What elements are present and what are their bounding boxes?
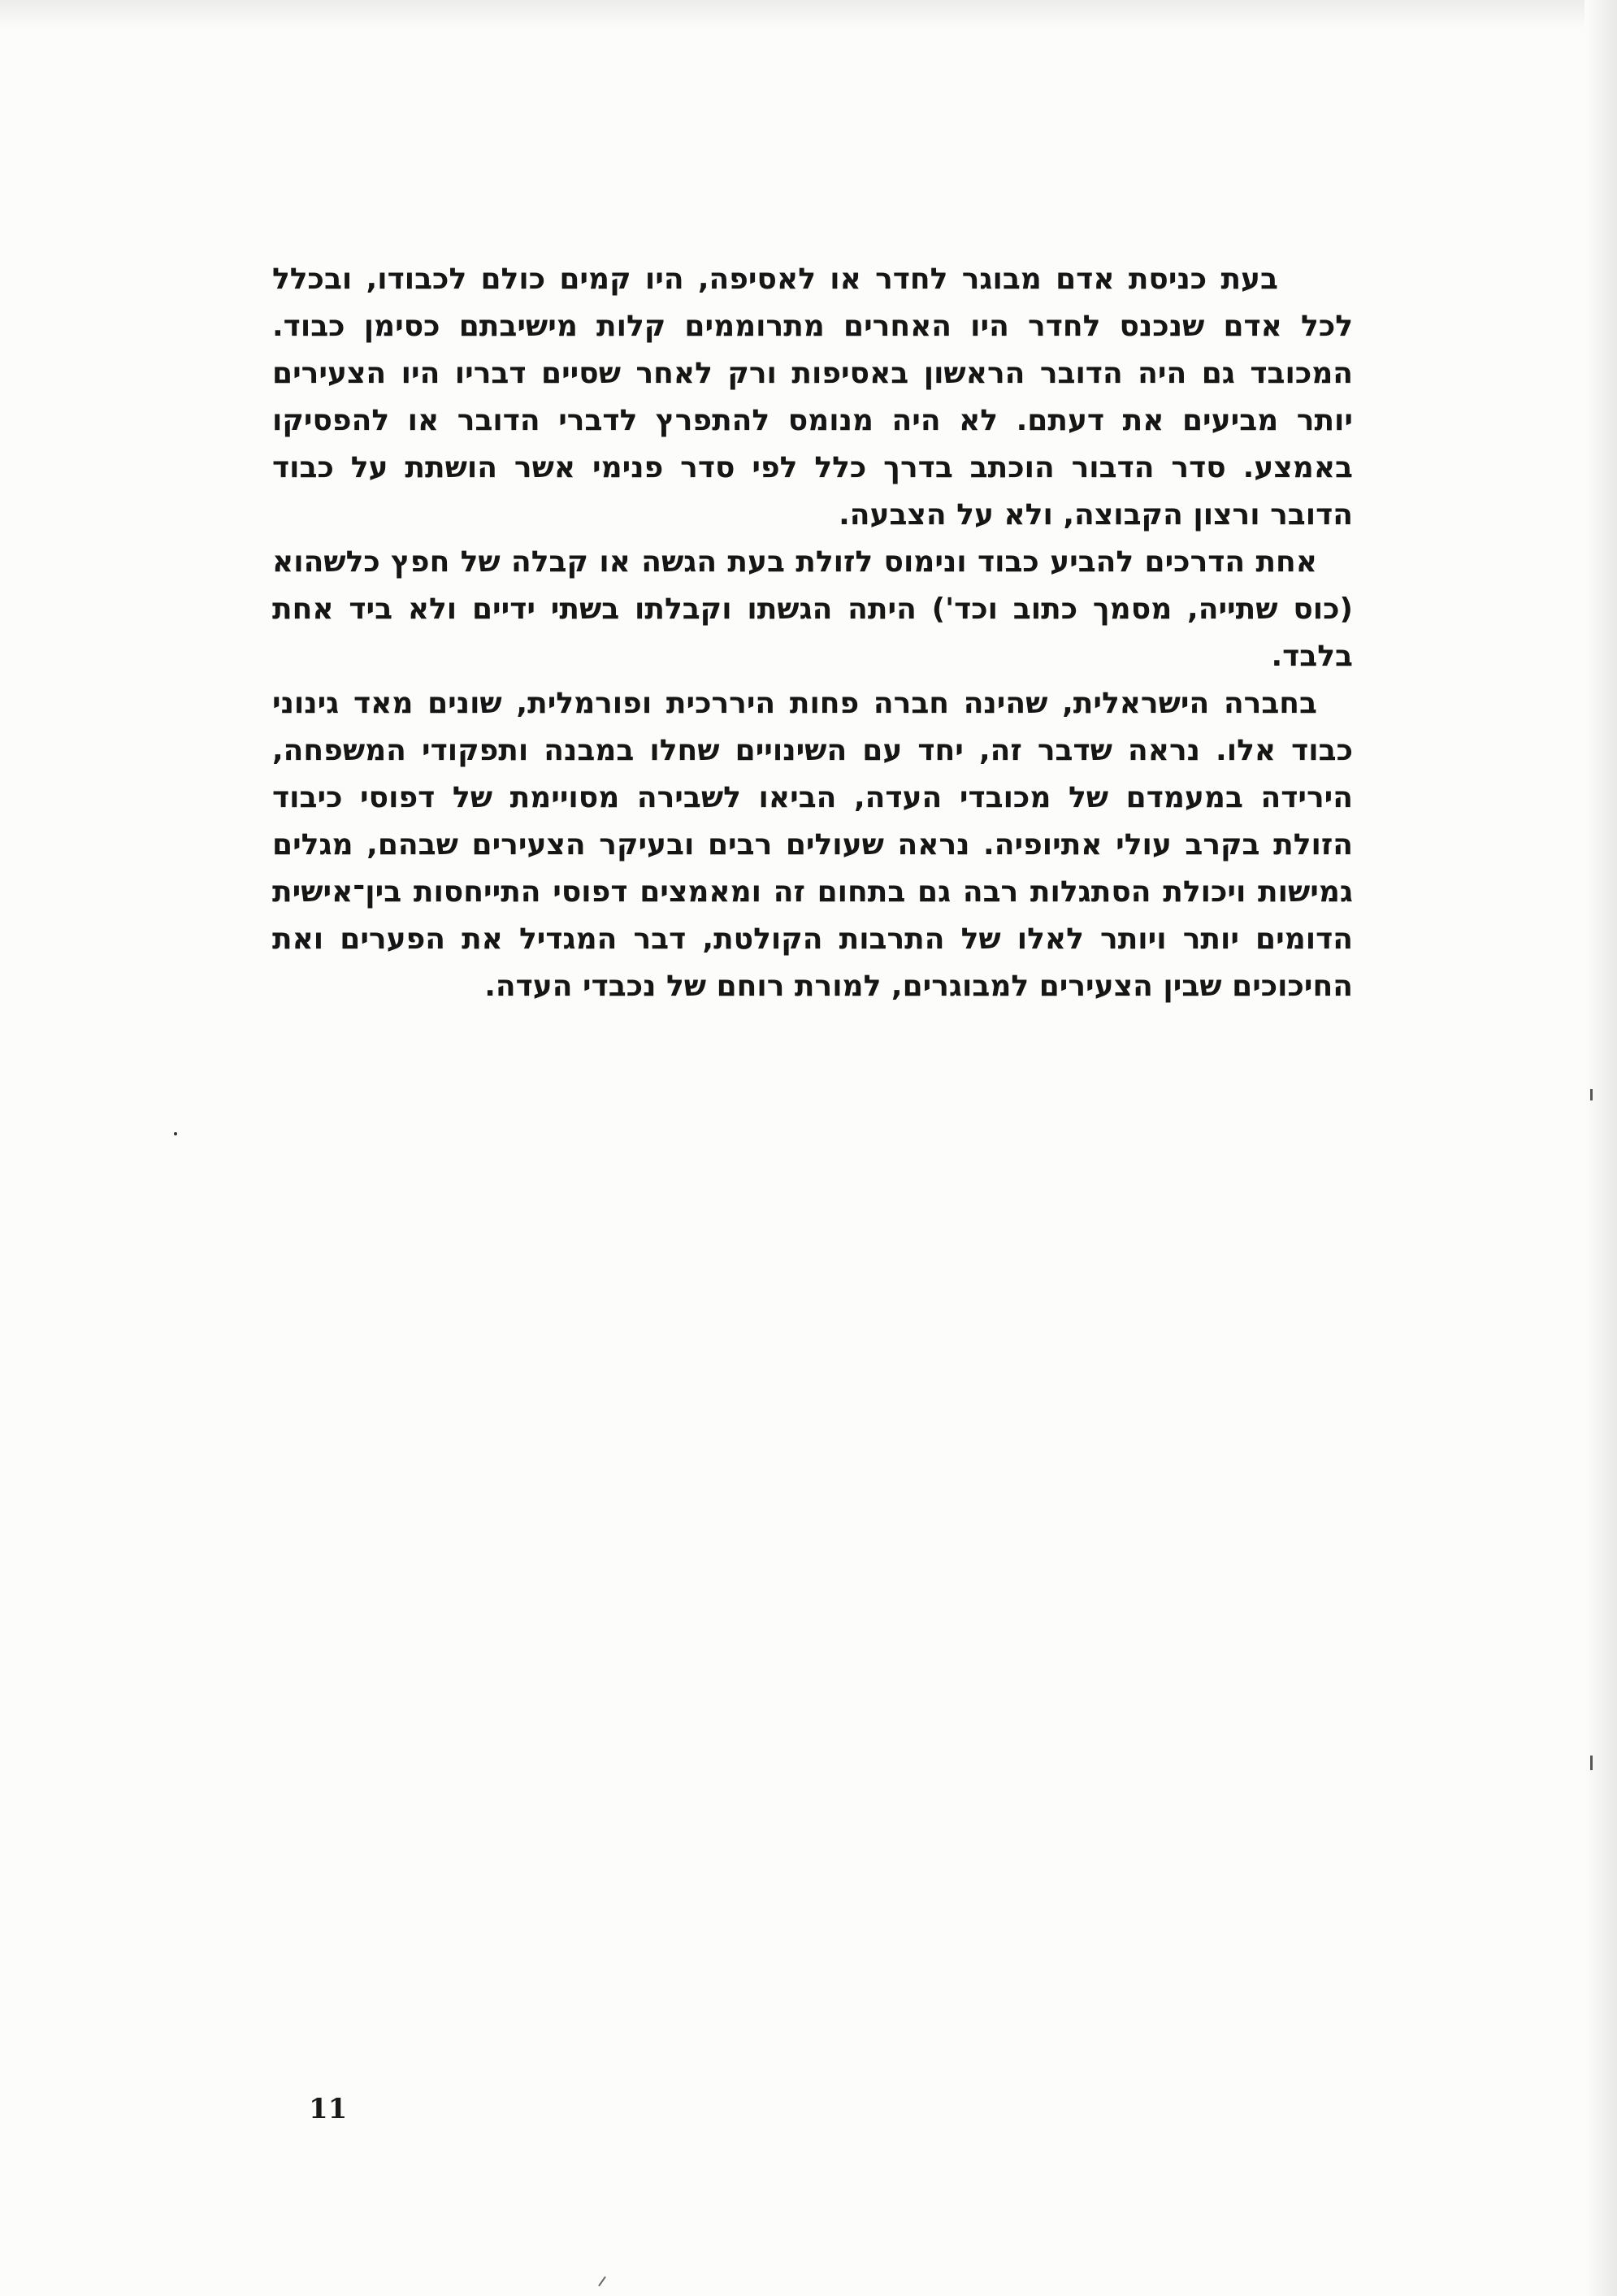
scan-right-shadow xyxy=(1584,0,1617,2296)
scan-top-shadow xyxy=(0,0,1617,29)
scan-speck xyxy=(174,1132,177,1135)
scan-edge-mark xyxy=(1590,1756,1593,1770)
page-number: 11 xyxy=(309,2093,348,2125)
body-text xyxy=(272,256,1353,1010)
paragraph-two-hands: אחת הדרכים להביע כבוד ונימוס לזולת בעת הגשה או קבלה של חפץ כלשהוא (כוס שתייה, מסמך כתוב וכד') היתה הגשתו וקבלתו בשתי ידיים ולא ביד אחת בלבד. xyxy=(272,545,1353,673)
scan-stroke xyxy=(598,2276,606,2287)
paragraph-israeli-society: בחברה הישראלית, שהינה חברה פחות היררכית ופורמלית, שונים מאד גינוני כבוד אלו. נראה שדבר זה, יחד עם השינויים שחלו במבנה ותפקודי המשפחה, הירידה במעמדם של מכובדי העדה, הביאו לשבירה מסויימת של דפוסי כיבוד הזולת בקרב עולי אתיופיה. נראה שעולים רבים ובעיקר הצעירים שבהם, מגלים גמישות ויכולת הסתגלות רבה גם בתחום זה ומאמצים דפוסי התייחסות בין־אישית הדומים יותר ויותר לאלו של התרבות הקולטת, דבר המגדיל את הפערים ואת החיכוכים שבין הצעירים למבוגרים, למורת רוחם של נכבדי העדה. xyxy=(272,687,1353,1003)
paragraph-respect-elders: בעת כניסת אדם מבוגר לחדר או לאסיפה, היו קמים כולם לכבודו, ובכלל לכל אדם שנכנס לחדר היו האחרים מתרוממים קלות מישיבתם כסימן כבוד. המכובד גם היה הדובר הראשון באסיפות ורק לאחר שסיים דבריו היו הצעירים יותר מביעים את דעתם. לא היה מנומס להתפרץ לדברי הדובר או להפסיקו באמצע. סדר הדבור הוכתב בדרך כלל לפי סדר פנימי אשר הושתת על כבוד הדובר ורצון הקבוצה, ולא על הצבעה. xyxy=(272,263,1353,532)
scan-edge-mark xyxy=(1590,1089,1593,1100)
